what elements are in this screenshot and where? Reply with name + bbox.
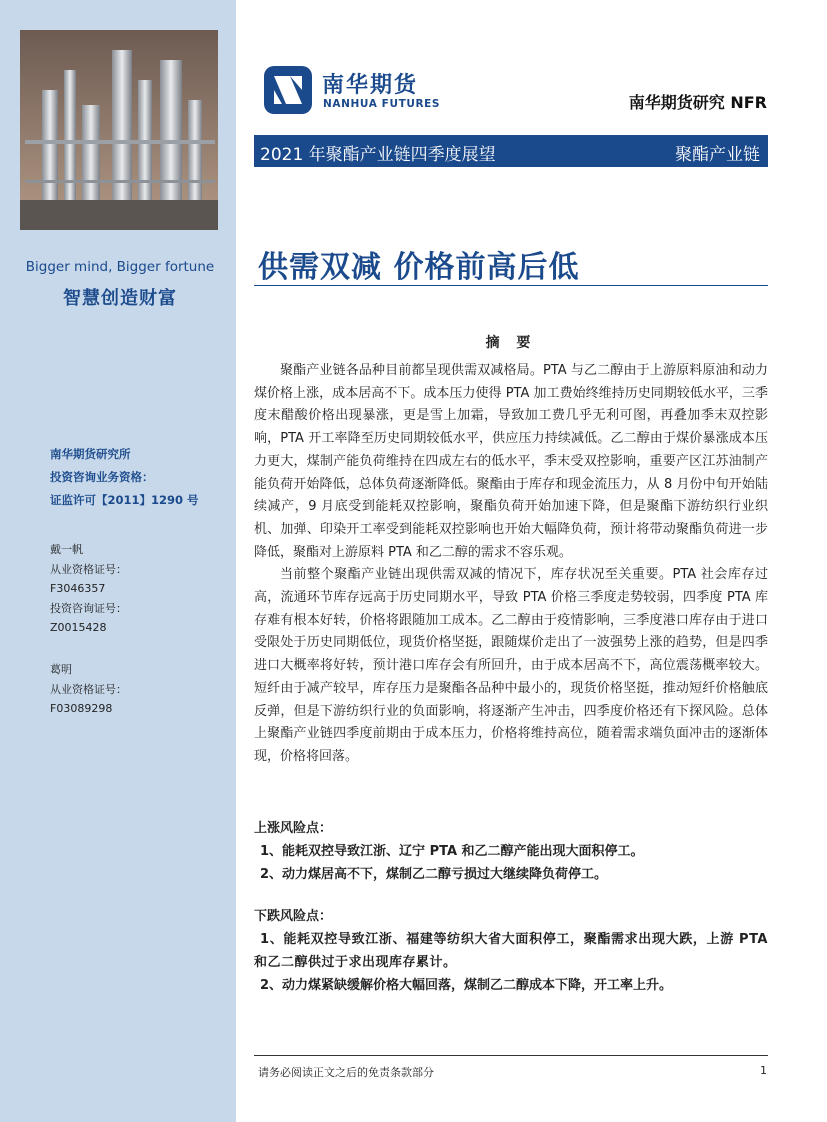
risk-item: 2、动力煤居高不下，煤制乙二醇亏损过大继续降负荷停工。 [260, 867, 608, 882]
institute-info [50, 443, 199, 512]
upside-risks-title: 上涨风险点： [254, 821, 333, 836]
logo-mark-icon [262, 64, 314, 116]
analyst-1 [50, 540, 127, 638]
page-number: 1 [760, 1064, 767, 1077]
sector-label: 聚酯产业链 [675, 145, 760, 165]
cert-label: 从业资格证号： [50, 682, 127, 696]
company-logo [262, 64, 442, 116]
consult-number: Z0015428 [50, 621, 107, 634]
risk-item: 1、能耗双控导致江浙、辽宁 PTA 和乙二醇产能出现大面积停工。 [260, 844, 644, 859]
report-title: 2021 年聚酯产业链四季度展望 [260, 145, 496, 165]
risk-item: 2、动力煤紧缺缓解价格大幅回落，煤制乙二醇成本下降，开工率上升。 [260, 978, 673, 993]
cert-number: F03089298 [50, 702, 113, 715]
refinery-photo [20, 30, 218, 230]
risk-item: 1、能耗双控导致江浙、福建等纺织大省大面积停工，聚酯需求出现大跌，上游 PTA 和乙二醇供过于求出现库存累计。 [254, 932, 768, 970]
slogan-english: Bigger mind, Bigger fortune [25, 259, 215, 275]
cert-label: 从业资格证号： [50, 562, 127, 576]
license-number: 证监许可【2011】1290 号 [50, 493, 199, 507]
qualification-label: 投资咨询业务资格： [50, 470, 154, 484]
footer-divider [254, 1055, 768, 1056]
abstract-paragraph: 当前整个聚酯产业链出现供需双减的情况下，库存状况至关重要。PTA 社会库存过高，流通环节库存远高于历史同期水平，导致 PTA 价格三季度走势较弱，四季度 PTA 库存难有根本好转，价格将跟随加工成本。乙二醇由于疫情影响，三季度港口库存由于进口受限处于历史同期低位，现货价格坚挺，跟随煤价走出了一波强势上涨的趋势，但是四季进口大概率将好转，预计港口库存会有所回升，由于成本居高不下，高位震荡概率较大。短纤由于减产较早，库存压力是聚酯各品种中最小的，现货价格坚挺，推动短纤价格触底反弹，但是下游纺织行业的负面影响，将逐渐产生冲击，四季度价格还有下探风险。总体上聚酯产业链四季度前期由于成本压力，价格将维持高位，随着需求端负面冲击的逐渐体现，价格将回落。 [254, 567, 769, 764]
abstract-paragraph: 聚酯产业链各品种目前都呈现供需双减格局。PTA 与乙二醇由于上游原料原油和动力煤价格上涨，成本居高不下。成本压力使得 PTA 加工费始终维持历史同期较低水平，三季度末醋酸价格出现暴涨，更是雪上加霜，导致加工费几乎无利可图，再叠加季末双控影响，PTA 开工率降至历史同期较低水平，供应压力持续减低。乙二醇由于煤价暴涨成本压力更大，煤制产能负荷维持在四成左右的低水平，季末受双控影响，重要产区江苏油制产能负荷开始降低，总体负荷逐渐降低。聚酯由于库存和现金流压力，从 8 月份中旬开始陆续减产，9 月底受到能耗双控影响，聚酯负荷开始加速下降，但是聚酯下游纺织行业织机、加弹、印染开工率受到能耗双控影响也开始大幅降负荷，预计将带动聚酯负荷进一步降低，聚酯对上游原料 PTA 和乙二醇的需求不容乐观。 [254, 363, 768, 560]
logo-english: NANHUA FUTURES [323, 98, 441, 110]
sidebar [0, 0, 236, 1122]
disclaimer-note: 请务必阅读正文之后的免责条款部分 [258, 1066, 434, 1079]
abstract-title: 摘 要 [485, 335, 537, 351]
institute-name: 南华期货研究所 [50, 447, 131, 461]
logo-chinese: 南华期货 [322, 73, 419, 98]
headline-divider [254, 285, 768, 286]
downside-risks [254, 905, 768, 997]
consult-label: 投资咨询证号： [50, 601, 127, 615]
research-tag: 南华期货研究 NFR [628, 93, 767, 112]
analyst-name: 戴一帆 [50, 543, 83, 556]
slogan-chinese: 智慧创造财富 [63, 288, 177, 309]
analyst-name: 葛明 [50, 663, 72, 676]
analyst-2 [50, 660, 127, 719]
abstract-body [254, 360, 768, 769]
upside-risks [254, 817, 768, 886]
headline: 供需双减 价格前高后低 [258, 250, 580, 285]
title-banner [254, 135, 768, 167]
downside-risks-title: 下跌风险点： [254, 909, 333, 924]
cert-number: F3046357 [50, 582, 106, 595]
